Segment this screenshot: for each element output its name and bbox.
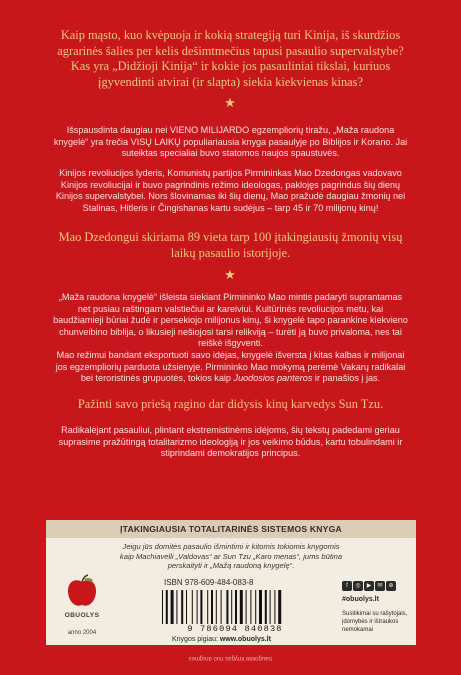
barcode-icon [160,590,310,624]
paragraph-little-red-book [52,292,409,350]
apple-logo-icon [62,572,102,612]
barcode-bar [207,590,208,624]
barcode-bar [265,590,267,624]
social-icons [342,574,408,589]
barcode-bar [255,590,256,624]
youtube-icon[interactable]: ▶ [364,581,374,591]
info-panel [46,520,416,645]
barcode-bar [226,590,228,624]
web-icon[interactable]: ⊕ [386,581,396,591]
instagram-icon[interactable]: ◎ [353,581,363,591]
intro-question: Kaip mąsto, kuo kvėpuoja ir kokią strategiją turi Kinija, iš skurdžios agrarinės šalies per kelis dešimtmečius tapusi pasaulio supervalstybe? Kas yra „Didžioji Kinija“ ir kokie jos pasauliniai tikslai, kuriuos įgyvendinti atvirai (ir slapta) siekia kiekvienas kinas? [57,28,404,89]
barcode-bar [270,590,271,624]
publisher-name: OBUOLYS [64,612,100,619]
barcode-bar [221,590,222,624]
web-line [172,636,271,643]
barcode-bar [200,590,202,624]
highlight-ranking: Mao Dzedongui skiriama 89 vieta tarp 100 įtakingiausių žmonių visų laikų pasaulio istorijoje. [58,230,403,260]
p4-text-a: Mao režimui bandant eksportuoti savo idėjas, knygelė išversta į kitas kalbas ir milijonai jos egzempliorių parduota užsienyje. Pirmininko Mao mokymą perėmė Vakarų radikalai bei teroristinės grupuotės, tokios kaip [55,350,406,384]
barcode-bar [250,590,251,624]
barcode-bar [197,590,198,624]
p4-text-italic: Juodosios panteros [233,373,313,384]
barcode-bar [240,590,243,624]
paragraph-export [52,350,409,385]
barcode-bar [246,590,247,624]
barcode-bar [259,590,262,624]
web-link[interactable]: www.obuolys.lt [219,636,271,643]
paragraph-print-run: Išspausdinta daugiau nei VIENO MILIJARDO egzempliorių tiražu, „Maža raudona knygelė“ yra trečia VISŲ LAIKŲ populiariausia knyga pasaulyje po Biblijos ir Korano. Jai suteiktas specialiai buvo statomos naujos spaustuvės. [53,125,408,159]
social-note: Susitikimai su rašytojais, įdomybės ir ištraukos nemokamai [342,611,408,633]
publisher-since: anno 2004 [67,630,97,636]
barcode-bar [176,590,177,624]
barcode-bar [231,590,232,624]
footer-note: Saugokite knygas nuo drėgmės [188,655,273,661]
highlight-sun-tzu: Pažinti savo priešą ragino dar didysis kinų karvedys Sun Tzu. [77,397,384,411]
barcode-bar [181,590,183,624]
isbn-label: ISBN 978-609-484-083-8 [164,578,254,587]
panel-quote: Jeigu jūs domitės pasaulio išmintimi ir kitomis tokiomis knygomis kaip Machiavelli „Valdovas“ ar Sun Tzu „Karo menas“, jums būtina perskaityti ir „Mažą raudoną knygelę“. [119,542,343,571]
hashtag: #obuolys.lt [342,596,379,603]
barcode-bar [278,590,281,624]
barcode-bar [274,590,275,624]
barcode-bar [166,590,168,624]
barcode-bar [171,590,174,624]
barcode-bar [162,590,163,624]
facebook-icon[interactable]: f [342,581,352,591]
barcode-bar [235,590,237,624]
barcode-number: 9 786094 840838 [187,624,283,634]
barcode-bar [211,590,213,624]
p4-text-b: ir panašios į jas. [312,373,381,384]
barcode-bar [192,590,193,624]
star-icon: ★ [224,95,236,110]
barcode-bar [186,590,187,624]
paragraph-conclusion: Radikalėjant pasauliui, plintant ekstremistinėms idėjoms, šių tekstų padedami geriau suprasime pražūtingą totalitarizmo ideologiją ir jos veikimo būdus, kartu tobulindami ir stiprindami demokratijos principus. [58,425,403,459]
envelope-icon[interactable]: ✉ [375,581,385,591]
p3-text: „Maža raudona knygelė“ išleista siekiant Pirmininko Mao mintis padaryti suprantamas net pusiau raštingam valstiečiui ar kareiviui. Kultūrinės revoliucijos metu, kai baudžiamieji būriai žudė ir persekiojo milijonus kinų, ši knygelė tapo parankine kiekvieno chunveibino biblija, o likusieji nešiojosi tarsi relikviją – turėti ją buvo privaloma, nes tai reiškė išgyventi. [53,292,408,349]
star-icon: ★ [224,267,236,282]
web-label: Knygos pigiau: [172,636,220,643]
panel-heading: ĮTAKINGIAUSIA TOTALITARINĖS SISTEMOS KNYGA [46,520,416,538]
barcode-bar [216,590,217,624]
paragraph-mao-leader: Kinijos revoliucijos lyderis, Komunistų partijos Pirmininkas Mao Dzedongas vadovavo Kinijos revoliucijai ir buvo pagrindinis režimo ideologas, paklojęs pagrindus šių dienų Kinijos supervalstybei. Nors šlovinamas iki šių dienų, Mao pražudė daugiau žmonių nei Stalinas, Hitleris ir Čingishanas kartu sudėjus – tarp 45 ir 70 milijonų kinų! [55,168,406,213]
